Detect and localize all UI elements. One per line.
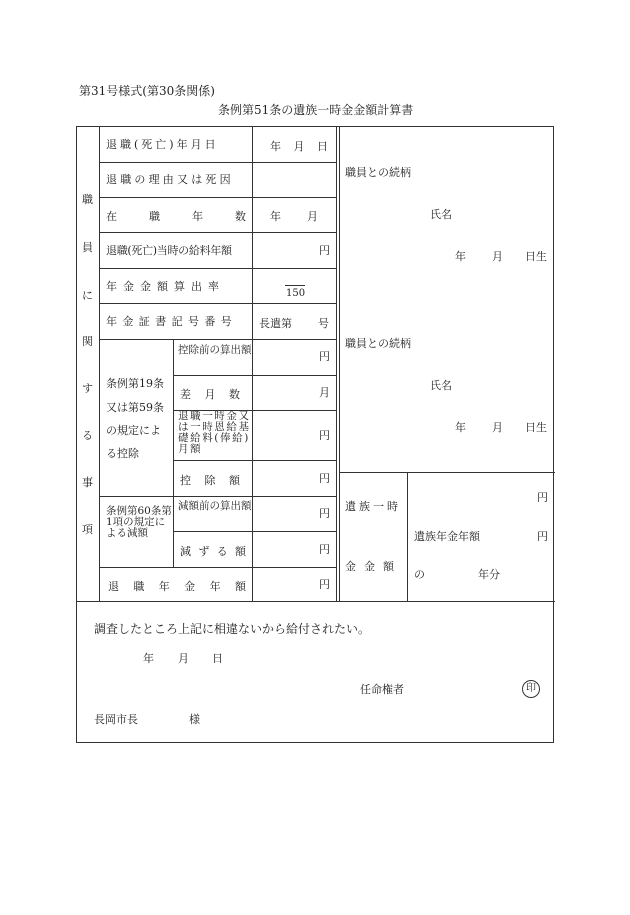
retire-date-value: 年 月 日 (270, 140, 328, 153)
person1-relation: 職員との続柄 (345, 166, 411, 179)
salary-unit: 円 (319, 244, 330, 257)
reduced-amount-label: 減 ず る 額 (180, 545, 246, 558)
form-title: 条例第51条の遺族一時金金額計算書 (218, 103, 414, 117)
pre-deduction-label: 控除前の算出額 (178, 344, 252, 356)
years-label: 年分 (478, 568, 500, 581)
pension-annual-label: 遺族年金年額 (414, 530, 480, 543)
lump-sum-label-1: 遺族一時 (345, 500, 401, 513)
reduction-group-label: 条例第60条第1項の規定による減額 (106, 505, 172, 539)
person1-name: 氏名 (430, 208, 452, 221)
retire-pension-label: 退 職 年 金 年 額 (108, 580, 246, 593)
authority-label: 任命権者 (360, 683, 404, 696)
retire-date-label: 退職(死亡)年月日 (106, 138, 219, 151)
pension-rate-label: 年金金額算出率 (106, 280, 225, 293)
form-number: 第31号様式(第30条関係) (79, 84, 215, 98)
lump-sum-label-2: 金金額 (345, 560, 402, 573)
retire-reason-label: 退職の理由又は死因 (106, 173, 234, 186)
cert-number-label: 年金証書記号番号 (106, 315, 238, 328)
month-diff-label: 差 月 数 (180, 388, 240, 401)
addressee: 長岡市長 (94, 713, 138, 726)
person2-relation: 職員との続柄 (345, 337, 411, 350)
base-salary-label: 退職一時金又は一時恩給基礎給料(俸給)月額 (178, 410, 251, 455)
pension-rate-value: 150 (286, 288, 306, 299)
pre-reduction-label: 減額前の算出額 (178, 500, 252, 512)
deduction-amount-label: 控 除 額 (180, 474, 240, 487)
statement: 調査したところ上記に相違ないから給付されたい。 (94, 622, 371, 636)
tenure-value: 年 月 (270, 210, 318, 223)
seal-icon: 印 (522, 680, 540, 698)
honorific: 様 (189, 713, 200, 726)
tenure-label: 在 職 年 数 (106, 210, 246, 223)
fraction-bar (285, 285, 305, 286)
person2-name: 氏名 (430, 379, 452, 392)
cert-number-value: 長遣第 号 (259, 317, 329, 330)
salary-label: 退職(死亡)当時の給料年額 (106, 244, 232, 257)
